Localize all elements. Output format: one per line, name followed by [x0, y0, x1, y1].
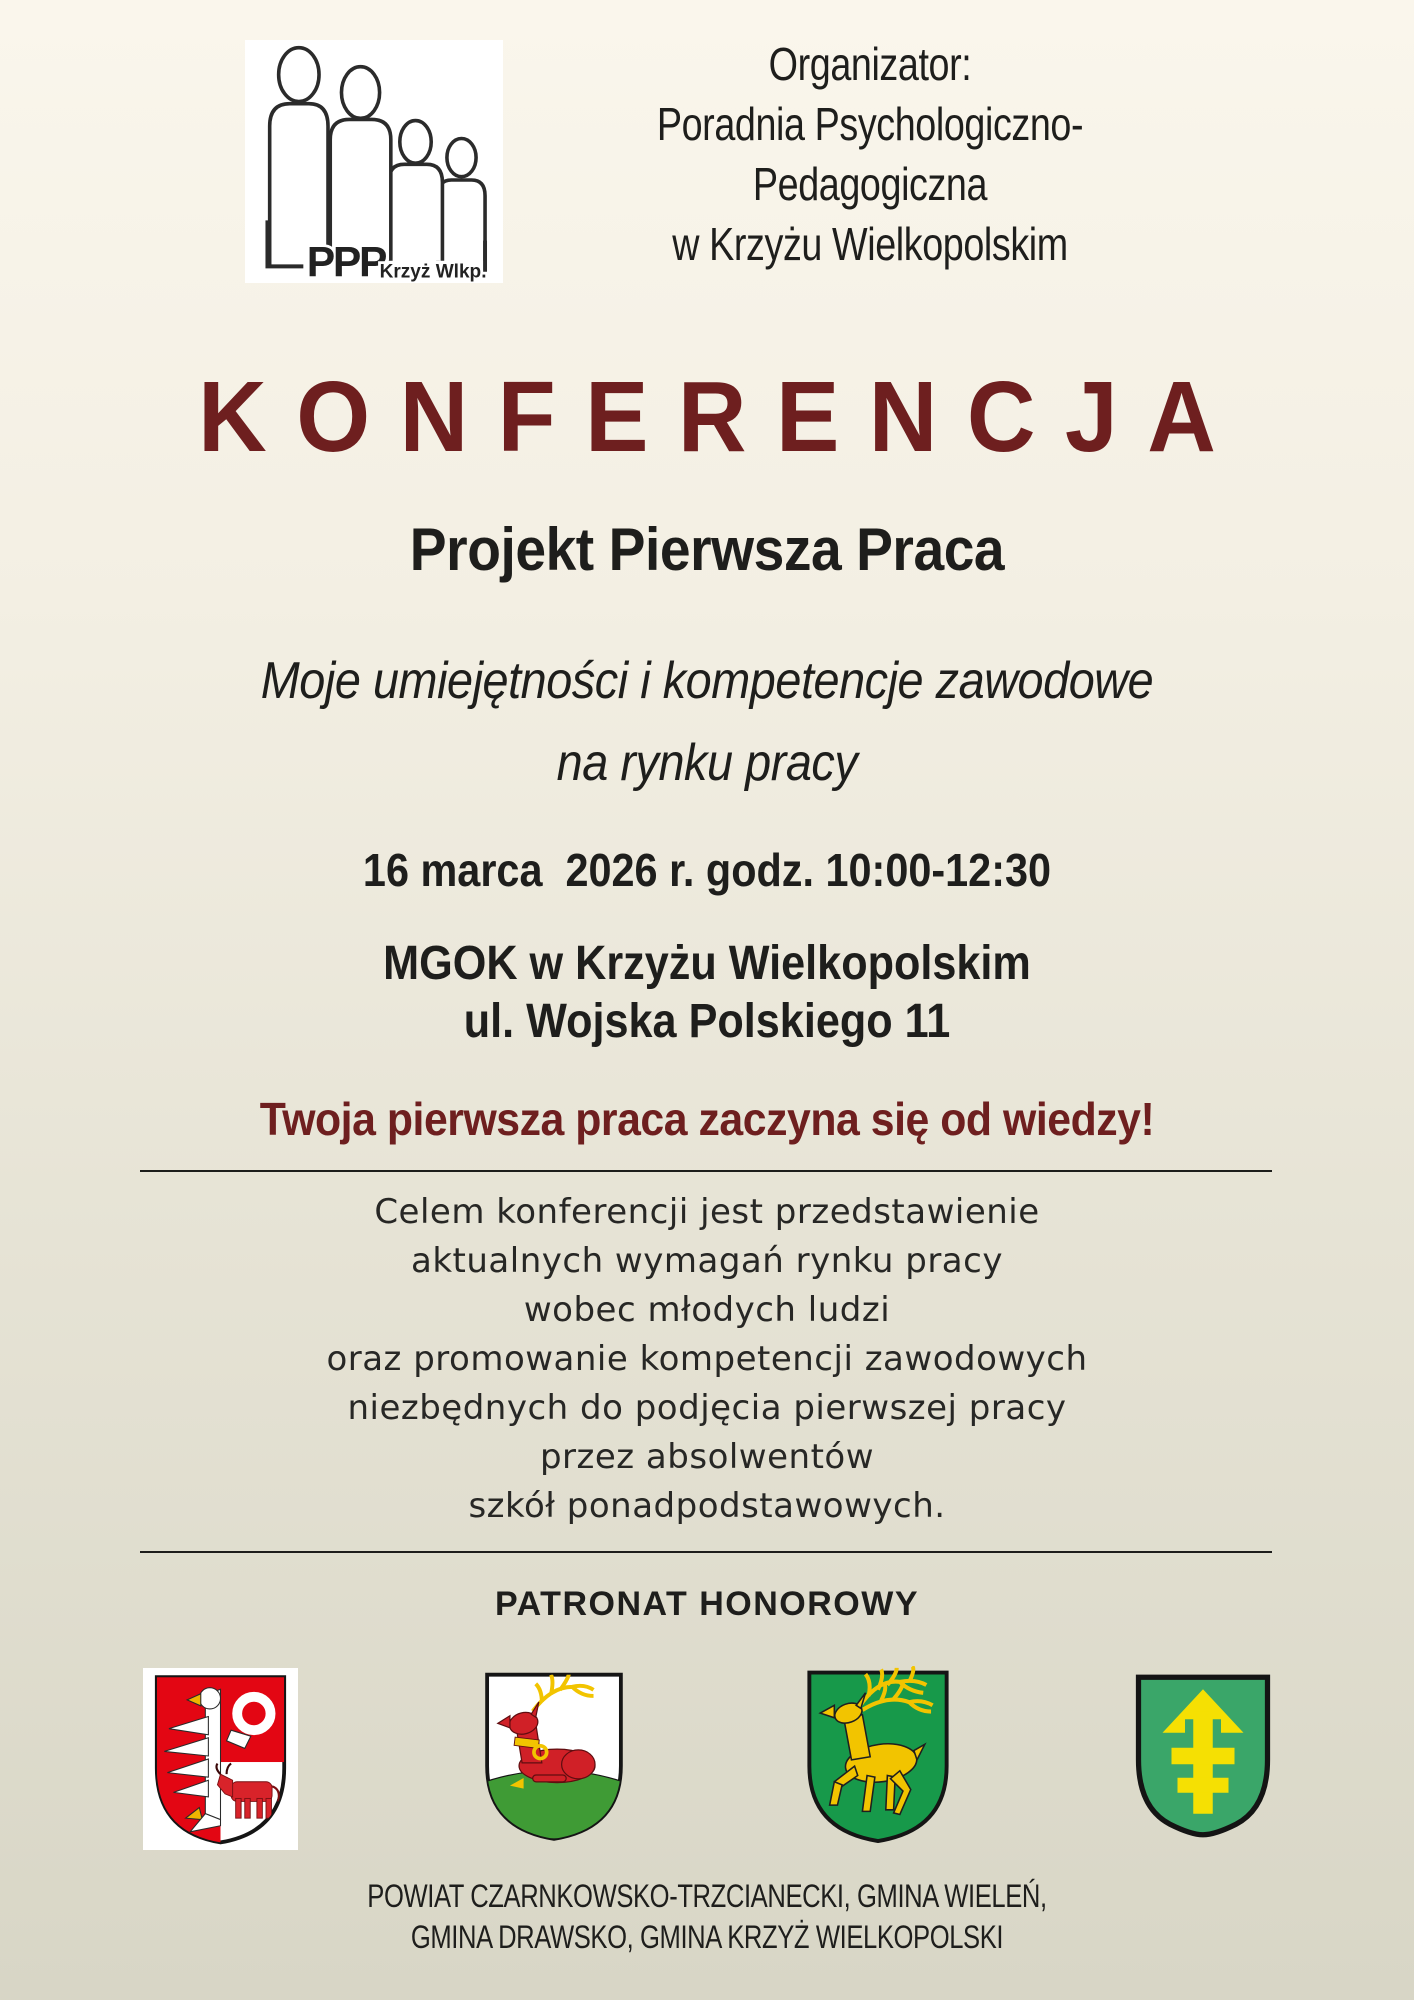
description-line: oraz promowanie kompetencji zawodowych: [326, 1339, 1088, 1379]
powiat-czarnkowsko-trzcianecki-coat-of-arms-icon: [143, 1668, 298, 1850]
patrons-line: GMINA DRAWSKO, GMINA KRZYŻ WIELKOPOLSKI: [410, 1919, 1004, 1955]
tagline-line: na rynku pracy: [556, 734, 858, 792]
description-line: niezbędnych do podjęcia pierwszej pracy: [347, 1388, 1067, 1428]
event-datetime: 16 marca 2026 r. godz. 10:00-12:30: [362, 844, 1052, 896]
divider-bottom: [140, 1551, 1272, 1553]
tagline-line: Moje umiejętności i kompetencje zawodowe: [260, 652, 1154, 710]
description-line: szkół ponadpodstawowych.: [468, 1486, 946, 1526]
divider-top: [140, 1170, 1272, 1172]
patronage-heading: PATRONAT HONOROWY: [494, 1585, 920, 1623]
conference-description: [0, 1188, 1414, 1531]
people-outlines: [270, 48, 485, 268]
organizer-line: w Krzyżu Wielkopolskim: [672, 218, 1068, 270]
description-line: aktualnych wymagań rynku pracy: [411, 1241, 1003, 1281]
family-silhouettes-icon: [245, 40, 503, 283]
gmina-drawsko-coat-of-arms-icon: [800, 1666, 956, 1846]
description-line: Celem konferencji jest przedstawienie: [374, 1192, 1040, 1232]
gmina-krzyz-wielkopolski-coat-of-arms-icon: [1128, 1668, 1278, 1844]
project-name: Projekt Pierwsza Praca: [409, 516, 1005, 583]
organizer-block: [509, 34, 1231, 274]
slogan: Twoja pierwsza praca zaczyna się od wiedzy!: [259, 1093, 1155, 1145]
tagline: [71, 640, 1344, 804]
organizer-line: Pedagogiczna: [752, 158, 988, 210]
logo-subtext: Krzyż Wlkp.: [379, 261, 487, 283]
patrons-line: POWIAT CZARNKOWSKO-TRZCIANECKI, GMINA WIELEŃ,: [367, 1878, 1047, 1914]
gmina-wielen-coat-of-arms-icon: [478, 1666, 630, 1846]
patrons-list: [141, 1876, 1272, 1958]
organizer-logo: [245, 40, 503, 283]
page-title: KONFERENCJA: [198, 361, 1246, 473]
venue-line: MGOK w Krzyżu Wielkopolskim: [383, 937, 1031, 990]
event-venue: [71, 935, 1344, 1051]
logo-acronym: PPP: [306, 238, 386, 283]
description-line: przez absolwentów: [539, 1437, 875, 1477]
venue-line: ul. Wojska Polskiego 11: [463, 995, 951, 1048]
organizer-line: Poradnia Psychologiczno-: [656, 98, 1084, 150]
organizer-line: Organizator:: [768, 38, 972, 90]
description-line: wobec młodych ludzi: [523, 1290, 891, 1330]
